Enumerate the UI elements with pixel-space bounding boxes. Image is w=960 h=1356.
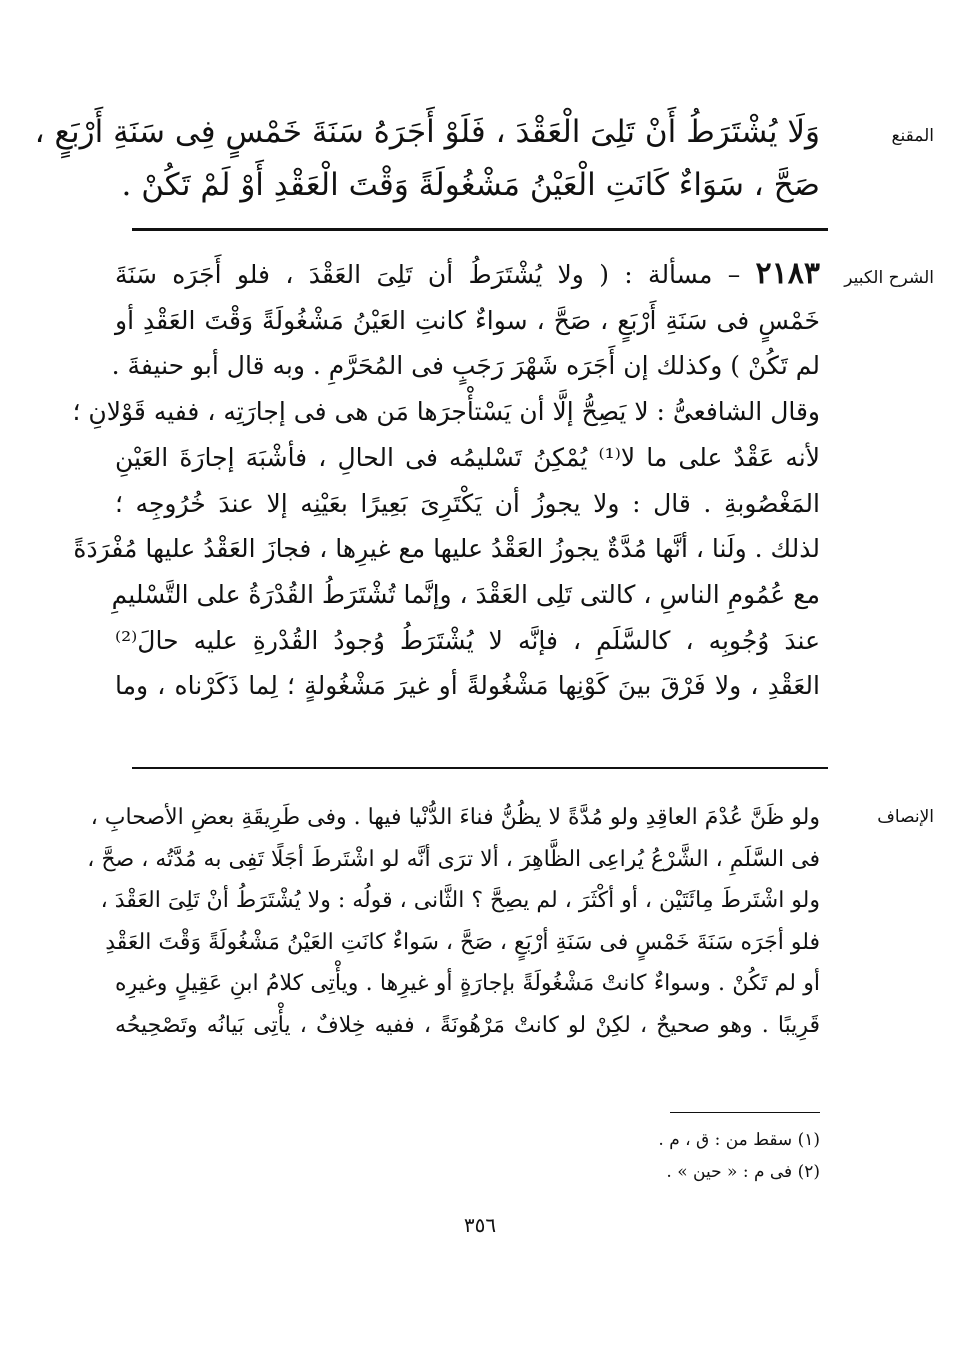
sharh-label: الشرح الكبير [844,268,934,288]
muqni-text [34,106,820,212]
footnotes [658,1130,820,1194]
insaf-line: فلو أجَرَه سَنَةَ خَمْسٍ فى سَنَةِ أرْبَعٍ ، صَحَّ ، سَواءٌ كانَتِ العَيْنُ مَشْغُولَةً وَقْتَ العَقْدِ [105,929,820,955]
footnote: (٢) فى م : « حين » . [666,1162,820,1182]
insaf-line: قَرِيبًا . وهو صحيحٌ ، لكِنْ لو كانتْ مَرْهُونَةً ، ففيه خِلافٌ ، يأْتِى بَيانُه وتَصْحِيحُه [115,1012,820,1038]
muqni-label: المقنع [891,126,934,146]
insaf-line: ولو اشْتَرطَ مِائَتَيْن ، أو أكْثَرَ ، لم يصِحَّ ؟ الثَّانى ، قولُه : ولا يُشْتَرَطُ أنْ تَلِىَ العَقْدَ ، [100,888,820,914]
sharh-line: المَغْصُوبةِ . قال : ولا يجوزُ أن يَكْتَرِىَ بَعِيرًا بعَيْنِه إلا عندَ خُرُوجِه ؛ [115,488,820,518]
sharh-line: لذلك . ولَنا ، أنَّها مُدَّةٌ يجوزُ العَقْدُ عليها مع غيرِها ، فجازَ العَقْدُ عليها مُفْرَدَةً [73,534,820,564]
sharh-text [72,251,820,709]
muqni-line: صَحَّ ، سَوَاءٌ كَانَتِ الْعَيْنُ مَشْغُولَةً وَقْتَ الْعَقْدِ أَوْ لَمْ تَكُنْ . [121,167,820,203]
muqni-line: وَلَا يُشْتَرَطُ أَنْ تَلِىَ الْعَقْدَ ، فَلَوْ أَجَرَهُ سَنَةَ خَمْسٍ فِى سَنَةِ أَرْبَعٍ ، [34,114,820,150]
sharh-line: خَمْسٍ فى سَنَةِ أَرْبَعٍ ، صَحَّ ، سواءٌ كانتِ العَيْنُ مَشْغُولَةً وَقْتَ العَقْدِ أو [115,305,820,335]
section-divider-thick [132,228,828,231]
issue-number: ٢١٨٣ [755,256,820,291]
sharh-first-line-rest: – مسألة : ( ولا يُشْتَرَطُ أن تَلِىَ العَقْدَ ، فلو أَجَرَه سَنَةَ [115,260,741,289]
section-divider-thin [132,767,828,769]
insaf-label: الإنصاف [877,807,934,827]
sharh-line: عندَ وُجُوبِه ، كالسَّلَمِ ، فإنَّه لا يُشْتَرَطُ وُجودُ القُدْرةِ عليه حالَ⁽²⁾ [115,625,820,655]
insaf-line: فى السَّلَمِ ، الشَّرْعُ يُراعِى الظَّاهِرَ ، ألا ترَى أنَّه لو اشْتَرطَ أجَلًا تَفِى به مُدَّتُه ، صحَّ ، [87,846,820,872]
page-number: ٣٥٦ [463,1213,497,1237]
sharh-line: لم تَكُنْ ) وكذلك إن أَجَرَه شَهْرَ رَجَبٍ فى المُحَرَّمِ . وبه قال أبو حنيفةَ . [111,351,820,381]
sharh-line: لأنه عَقْدٌ على ما لا⁽¹⁾ يُمْكِنُ تَسْليمُه فى الحالِ ، فأشْبَهَ إجارَةَ العَيْنِ [115,442,820,472]
sharh-line: مع عُمُومِ الناسِ ، كالتى تَلِى العَقْدَ ، وإنَّما تُشْتَرَطُ القُدْرَةُ على التَّسْليمِ [111,579,820,609]
sharh-line: وقال الشافعىُّ : لا يَصِحُّ إلَّا أن يَسْتأْجرَها مَن هى فى إجارَتِه ، ففيه قَوْلانِ ؛ [72,397,820,427]
footnote-divider [670,1112,820,1113]
footnote: (١) سقط من : ق ، م . [658,1130,820,1150]
insaf-text [87,797,820,1047]
insaf-line: أو لم تَكُنْ . وسواءٌ كانتْ مَشْغُولَةً بإجارَةٍ أو غيرِها . ويأْتِى كلامُ ابنِ عَقِيلٍ وغيرِه [115,971,820,997]
sharh-first-line [115,251,820,298]
sharh-line: العَقْدِ ، ولا فَرْقَ بينَ كَوْنِها مَشْغُولةً أو غيرَ مَشْغُولةٍ ؛ لِما ذَكَرْناه ، وما [115,671,820,701]
insaf-line: ولو ظَنَّ عُدْمَ العاقِدِ ولو مُدَّةً لا يظُنُّ فناءَ الدُّنْيا فيها . وفى طَرِيقَةِ بعضِ الأصحابِ ، [90,805,820,830]
